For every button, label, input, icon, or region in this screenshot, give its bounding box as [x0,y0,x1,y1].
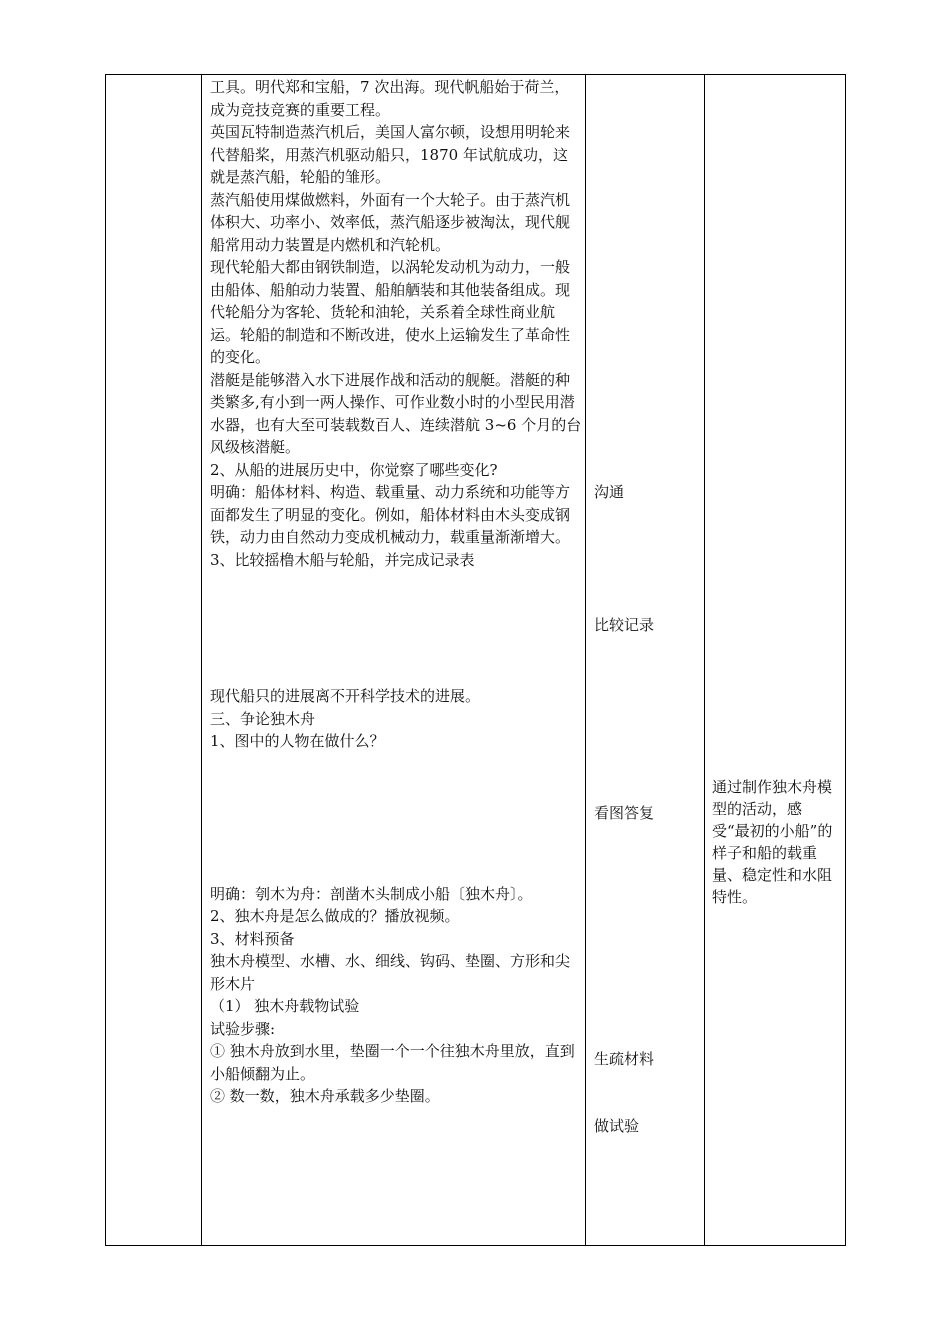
step-1: ① 独木舟放到水里，垫圈一个一个往独木舟里放，直到小船倾翻为止。 [210,1042,575,1083]
history-paragraph-5: 潜艇是能够潜入水下进展作战和活动的舰艇。潜艇的种类繁多,有小到一两人操作、可作业数小时的小型民用潜水器，也有大至可装载数百人、连续潜航 3~6 个月的台风级核潜艇。 [210,370,582,456]
question-1: 1、图中的人物在做什么？ [210,732,385,750]
materials-list: 独木舟模型、水槽、水、细线、钩码、垫圈、方形和尖形木片 [210,952,571,993]
activity-picture-answer: 看图答复 [594,804,655,822]
column-divider-1 [201,75,202,1245]
question-2: 2、从船的进展历史中，你觉察了哪些变化? [210,460,498,479]
history-paragraph-2: 英国瓦特制造蒸汽机后，美国人富尔顿，设想用明轮来代替船桨，用蒸汽机驱动船只，1870 年试航成功，这就是蒸汽船，轮船的雏形。 [210,123,571,186]
main-content-cell [210,76,582,1108]
activity-compare-record: 比较记录 [594,616,655,634]
steps-title: 试验步骤: [210,1019,276,1038]
design-intent-cell [712,776,836,908]
activity-communicate: 沟通 [594,483,625,501]
question-3b: 3、材料预备 [210,929,295,948]
section-heading-3: 三、争论独木舟 [210,709,316,728]
column-divider-3 [704,75,705,1245]
design-intent-text: 通过制作独木舟模型的活动，感受“最初的小船”的样子和船的载重量、稳定性和水阻特性。 [712,778,833,906]
activity-experiment: 做试验 [594,1117,640,1135]
step-2: ② 数一数，独木舟承载多少垫圈。 [210,1087,440,1105]
experiment-title: （1） 独木舟载物试验 [210,997,360,1015]
activity-materials: 生疏材料 [594,1050,655,1068]
column-divider-2 [585,75,586,1245]
history-paragraph-4: 现代轮船大都由钢铁制造，以涡轮发动机为动力，一般由船体、船舶动力装置、船舶舾装和其他装备组成。现代轮船分为客轮、货轮和油轮，关系着全球性商业航运。轮船的制造和不断改进，使水上运输发生了革命性的变化。 [210,258,571,366]
history-paragraph-1: 工具。明代郑和宝船，7 次出海。现代帆船始于荷兰，成为竞技竞赛的重要工程。 [210,78,570,119]
history-paragraph-3: 蒸汽船使用煤做燃料，外面有一个大轮子。由于蒸汽机体积大、功率小、效率低，蒸汽船逐步被淘汰，现代舰船常用动力装置是内燃机和汽轮机。 [210,190,571,254]
answer-2: 明确：船体材料、构造、载重量、动力系统和功能等方面都发生了明显的变化。例如，船体材料由木头变成钢铁，动力由自然动力变成机械动力，载重量渐渐增大。 [210,483,571,546]
summary-line: 现代船只的进展离不开科学技术的进展。 [210,687,481,705]
question-2b: 2、独木舟是怎么做成的？播放视频。 [210,907,460,925]
question-3: 3、比较摇橹木船与轮船，并完成记录表 [210,550,475,569]
answer-1: 明确：刳木为舟：剖凿木头制成小船〔独木舟〕。 [210,884,533,903]
